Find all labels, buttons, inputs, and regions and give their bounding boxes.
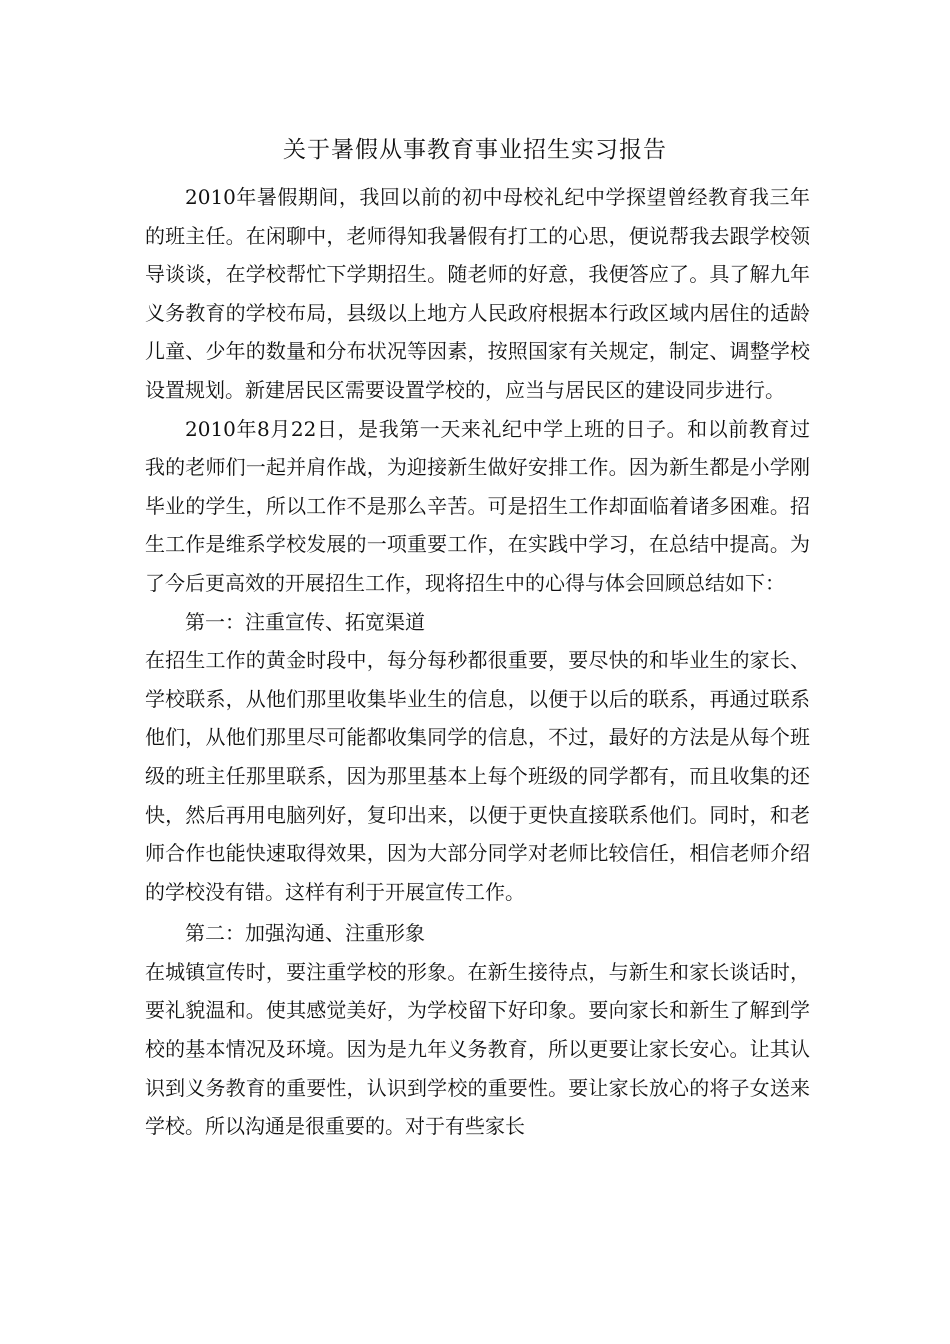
section-1-text: 在招生工作的黄金时段中，每分每秒都很重要，要尽快的和毕业生的家长、学校联系，从他们那里收集毕业生的信息，以便于以后的联系，再通过联系他们，从他们那里尽可能都收集同学的信息，不过，最好的方法是从每个班级的班主任那里联系，因为那里基本上每个班级的同学都有，而且收集的还快，然后再用电脑列好，复印出来，以便于更快直接联系他们。同时，和老师合作也能快速取得效果，因为大部分同学对老师比较信任，相信老师介绍的学校没有错。这样有利于开展宣传工作。 <box>145 648 810 904</box>
document-title: 关于暑假从事教育事业招生实习报告 <box>283 137 667 163</box>
intro-paragraph: 2010年暑假期间，我回以前的初中母校礼纪中学探望曾经教育我三年的班主任。在闲聊中，老师得知我暑假有打工的心思，便说帮我去跟学校领导谈谈，在学校帮忙下学期招生。随老师的好意，我便答应了。具了解九年义务教育的学校布局，县级以上地方人民政府根据本行政区域内居住的适龄儿童、少年的数量和分布状况等因素，按照国家有关规定，制定、调整学校设置规划。新建居民区需要设置学校的，应当与居民区的建设同步进行。 <box>145 185 810 402</box>
first-day-paragraph: 2010年8月22日，是我第一天来礼纪中学上班的日子。和以前教育过我的老师们一起并肩作战，为迎接新生做好安排工作。因为新生都是小学刚毕业的学生，所以工作不是那么辛苦。可是招生工作却面临着诸多困难。招生工作是维系学校发展的一项重要工作，在实践中学习，在总结中提高。为了今后更高效的开展招生工作，现将招生中的心得与体会回顾总结如下： <box>145 416 810 595</box>
document-body <box>145 178 810 1146</box>
section-2-heading: 第二：加强沟通、注重形象 <box>185 921 425 946</box>
section-2-text: 在城镇宣传时，要注重学校的形象。在新生接待点，与新生和家长谈话时，要礼貌温和。使其感觉美好，为学校留下好印象。要向家长和新生了解到学校的基本情况及环境。因为是九年义务教育，所以更要让家长安心。让其认识到义务教育的重要性，认识到学校的重要性。要让家长放心的将子女送来学校。所以沟通是很重要的。对于有些家长 <box>145 959 810 1139</box>
section-1-heading: 第一：注重宣传、拓宽渠道 <box>185 609 425 634</box>
